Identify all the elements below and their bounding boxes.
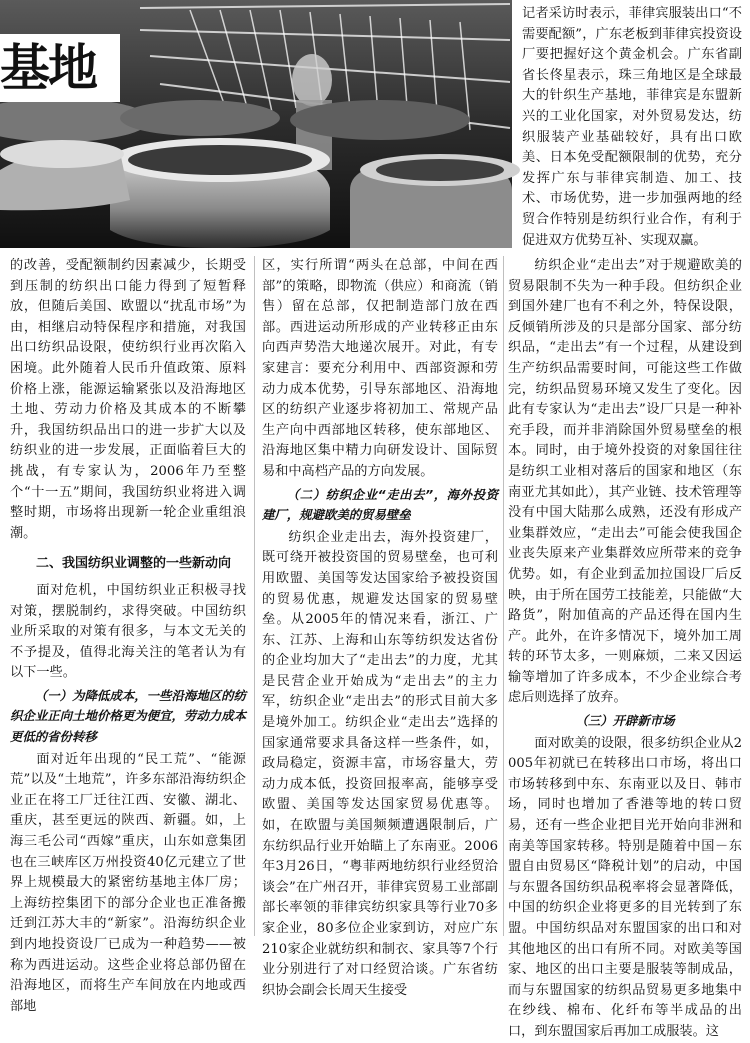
paragraph: 纺织企业走出去，海外投资建厂，既可绕开被投资国的贸易壁垒，也可利用欧盟、美国等发达国家给予被投资国的贸易优惠，规避发达国家的贸易壁垒。从2005年的情况来看，浙江、广东、江苏、上海和山东等纺织发达省份的企业均加大了“走出去”的力度，尤其是民营企业开始成为“走出去”的主力军，纺织企业“走出去”的形式目前大多是境外加工。纺织企业“走出去”选择的国家通常要求具备这样一些条件，如，政局稳定，资源丰富，市场容量大，劳动力成本低，投资回报率高，能够享受欧盟、美国等发达国家贸易优惠等。如，在欧盟与美国频频遭遇限制后，广东纺织品行业开始瞄上了东南亚。2006年3月26日，“粤菲两地纺织行业经贸洽谈会”在广州召开，菲律宾贸易工业部副部长率领的菲律宾纺织家具等行业70多家企业，80多位企业家到访，对应广东210家企业就纺织和制衣、家具等7个行业分别进行了对口经贸洽谈。广东省纺织协会副会长周天生接受 xyxy=(262,529,498,998)
paragraph: 的改善，受配额制约因素减少，长期受到压制的纺织出口能力得到了短暂释放，但随后美国、欧盟以“扰乱市场”为由，相继启动特保程序和措施，对我国出口纺织品设限，使纺织行业再次陷入困境。此外随着人民币升值政策、原料价格上涨，能源运输紧张以及沿海地区土地、劳动力价格及其成本的不断攀升，我国纺织品出口的进一步扩大以及纺织业的进一步发展，正面临着巨大的挑战，有专家认为，2006年乃至整个“十一五”期间，我国纺织业将进入调整时期，市场将出现新一轮企业重组浪潮。 xyxy=(10,258,246,541)
section-heading: 二、我国纺织业调整的一些新动向 xyxy=(36,556,232,572)
article-headline: 基地 xyxy=(0,34,120,102)
subsection-heading: （二）纺织企业“走出去”，海外投资建厂，规避欧美的贸易壁垒 xyxy=(262,486,498,523)
column-divider xyxy=(503,256,504,936)
column-top-right xyxy=(522,4,742,248)
subsection-heading: （一）为降低成本，一些沿海地区的纺织企业正向土地价格更为便宜，劳动力成本更低的省份转移 xyxy=(10,687,246,745)
paragraph: 面对危机，中国纺织业正积极寻找对策，摆脱制约，求得突破。中国纺织业所采取的对策有很多，与本文无关的不予提及，值得北海关注的笔者认为有以下一些。 xyxy=(10,582,246,681)
subsection-heading: （三）开辟新市场 xyxy=(575,713,675,729)
column-divider xyxy=(254,256,255,936)
paragraph: 面对近年出现的“民工荒”、“能源荒”以及“土地荒”，许多东部沿海纺织企业正在将工厂迁往江西、安徽、湖北、重庆，甚至更远的陕西、新疆。如，上海三毛公司“西嫁”重庆，山东如意集团也在三峡库区万州投资40亿元建立了世界上规模最大的紧密纺基地主体厂房；上海纺控集团下的部分企业也正准备搬迁到江苏大丰的“新家”。沿海纺织企业到内地投资设厂已成为一种趋势——被称为西进运动。这些企业将总部仍留在沿海地区，而将生产车间放在内地或西部地 xyxy=(10,751,246,1014)
paragraph: 区，实行所谓“两头在总部，中间在西部”的策略，即物流（供应）和商流（销售）留在总部，仅把制造部门放在西部。西进运动所形成的产业转移正由东向西声势浩大地递次展开。对此，有专家建言：要充分利用中、西部资源和劳动力成本优势，引导东部地区、沿海地区的纺织产业逐步将初加工、常规产品生产向中西部地区转移，使东部地区、沿海地区集中精力向研发设计、国际贸易和中高档产品的方向发展。 xyxy=(262,258,498,479)
paragraph: 面对欧美的设限，很多纺织企业从2005年初就已在转移出口市场，将出口市场转移到中东、东南亚以及日、韩市场，同时也增加了香港等地的转口贸易，还有一些企业把目光开始向非洲和南美等国家转移。特别是随着中国－东盟自由贸易区“降税计划”的启动，中国与东盟各国纺织品税率将会显著降低，中国的纺织企业将更多的目光转到了东盟。中国纺织品对东盟国家的出口和对其他地区的出口有所不同。对欧美等国家、地区的出口主要是服装等制成品，而与东盟国家的纺织品贸易更多地集中在纱线、棉布、化纤布等半成品的出口，到东盟国家后再加工成服装。这 xyxy=(508,735,742,1039)
paragraph: 记者采访时表示，菲律宾服装出口“不需要配额”，广东老板到菲律宾投资设厂要把握好这个黄金机会。广东省副省长佟星表示，珠三角地区是全球最大的针织生产基地，菲律宾是东盟新兴的工业化国家，对外贸易发达，纺织服装产业基础较好，具有出口欧美、日本免受配额限制的优势，充分发挥广东与菲律宾制造、加工、技术、市场优势，进一步加强两地的经贸合作特别是纺织行业合作，有利于促进双方优势互补、实现双赢。 xyxy=(522,6,742,248)
column-3 xyxy=(508,256,742,1039)
paragraph: 纺织企业“走出去”对于规避欧美的贸易限制不失为一种手段。但纺织企业到国外建厂也有不利之外，特保设限，反倾销所涉及的只是部分国家、部分纺织品，“走出去”有一个过程，从建设到生产纺织品需要时间，可能这些工作做完，纺织品贸易环境又发生了变化。因此有专家认为“走出去”设厂只是一种补充手段，而并非消除国外贸易壁垒的根本。同时，由于境外投资的对象国往往是纺织工业相对落后的国家和地区（东南亚尤其如此），其产业链、技术管理等没有中国大陆那么成熟，还没有形成产业集群效应，“走出去”可能会使我国企业丧失原来产业集群效应所带来的竞争优势。如，有企业到孟加拉国设厂后反映，由于所在国劳工技能差，只能做“大路货”，附加值高的产品还得在国内生产。此外，在许多情况下，境外加工周转的环节太多，一则麻烦，二来又因运输等增加了许多成本，不少企业综合考虑后则选择了放弃。 xyxy=(508,258,742,706)
column-2 xyxy=(262,256,498,998)
column-1 xyxy=(10,256,246,1014)
